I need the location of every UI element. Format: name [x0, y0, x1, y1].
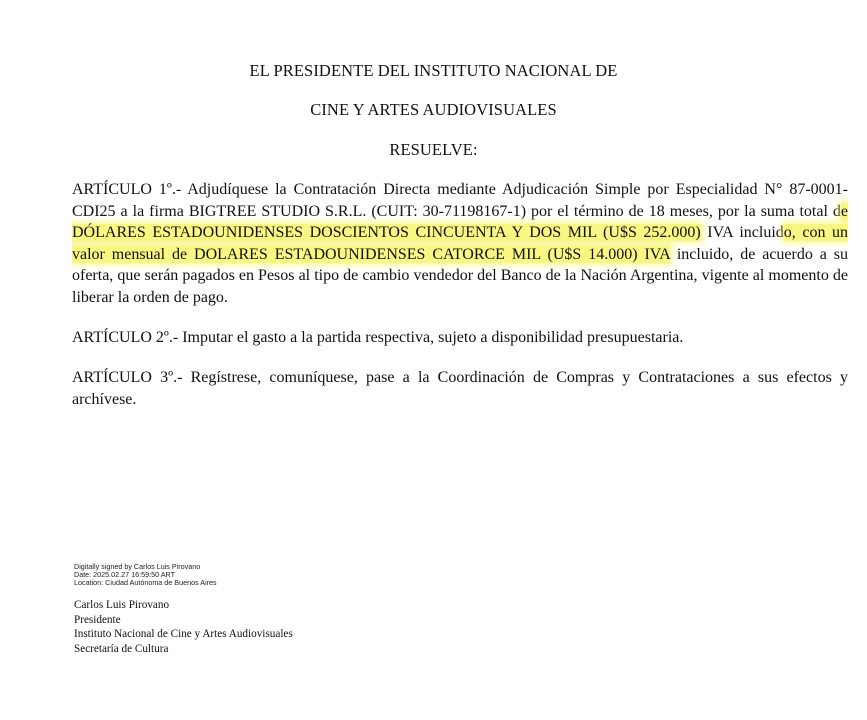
articulo-1	[72, 179, 848, 308]
signature-date: Date: 2025.02.27 16:59:50 ART	[74, 569, 175, 579]
highlighted-total-amount: e DÓLARES ESTADOUNIDENSES DOSCIENTOS CINCUENTA Y DOS MIL (U$S 252.000)	[72, 202, 848, 241]
signer-secretariat: Secretaría de Cultura	[74, 642, 169, 655]
signer-name: Carlos Luis Pirovano	[74, 599, 170, 611]
articulo-3: ARTÍCULO 3º.- Regístrese, comuníquese, pase a la Coordinación de Compras y Contrataciones a sus efectos y archívese.	[72, 369, 848, 408]
highlighted-monthly-amount: o, con un valor mensual de DOLARES ESTADOUNIDENSES CATORCE MIL (U$S 14.000) IVA	[72, 224, 848, 263]
articulo-1-text-middle: IVA incluid	[700, 224, 784, 241]
signer-block	[74, 598, 293, 656]
signature-location: Location: Ciudad Autónoma de Buenos Aires	[74, 577, 217, 587]
digital-signature-stamp	[74, 563, 217, 586]
articulo-1-text-after: incluido, de acuerdo a su oferta, que serán pagados en Pesos al tipo de cambio vendedor del Banco de la Nación Argentina, vigente al momento de liberar la orden de pago.	[72, 245, 849, 306]
heading-resuelve: RESUELVE:	[389, 140, 478, 159]
articulo-1-text-before: ARTÍCULO 1º.- Adjudíquese la Contratación Directa mediante Adjudicación Simple por Especialidad N° 87-0001-CDI25 a la firma BIGTREE STUDIO S.R.L. (CUIT: 30-71198167-1) por el término de 18 meses, por la suma total d	[72, 181, 848, 220]
heading-line-1: EL PRESIDENTE DEL INSTITUTO NACIONAL DE	[249, 61, 618, 80]
signer-title: Presidente	[74, 613, 121, 626]
signature-signed-by: Digitally signed by Carlos Luis Pirovano	[74, 562, 201, 571]
articulo-2: ARTÍCULO 2º.- Imputar el gasto a la partida respectiva, sujeto a disponibilidad presupuestaria.	[72, 329, 684, 346]
heading-line-2: CINE Y ARTES AUDIOVISUALES	[310, 100, 557, 119]
signer-institution: Instituto Nacional de Cine y Artes Audiovisuales	[74, 628, 293, 641]
